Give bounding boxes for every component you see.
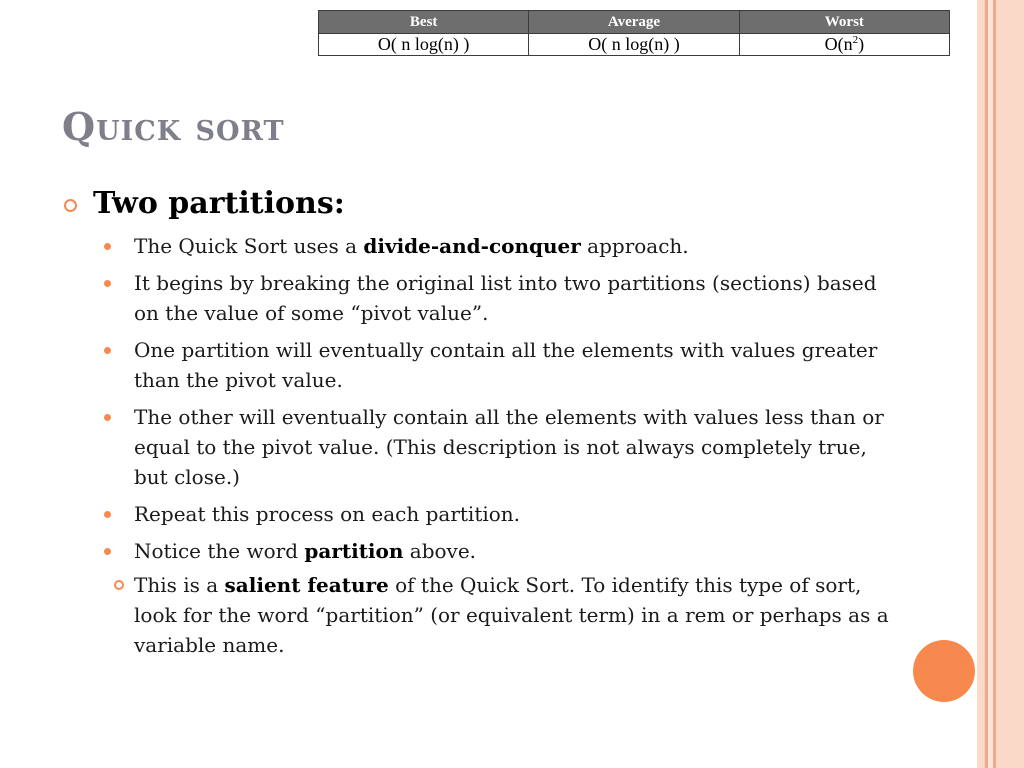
bullet-text: approach. bbox=[580, 234, 689, 258]
bullet-text: above. bbox=[403, 539, 477, 563]
bullet-bold: partition bbox=[304, 539, 404, 563]
bullet-text: One partition will eventually contain all the elements with values greater than the pivot value. bbox=[134, 338, 878, 392]
table-cell-best: O( n log(n) ) bbox=[319, 34, 529, 56]
dot-bullet-icon bbox=[104, 243, 111, 250]
table-row bbox=[319, 34, 950, 56]
list-item bbox=[104, 335, 894, 395]
table-header-worst: Worst bbox=[739, 11, 949, 34]
dot-bullet-icon bbox=[104, 347, 111, 354]
list-item bbox=[104, 402, 894, 492]
ring-bullet-icon bbox=[114, 580, 124, 590]
dot-bullet-icon bbox=[104, 280, 111, 287]
bullet-text: of the Quick Sort. To identify this type of sort, look for the word “partition” (or equivalent term) in a rem or perhaps as a variable name. bbox=[134, 573, 889, 657]
dot-bullet-icon bbox=[104, 414, 111, 421]
slide-title: Quick sort bbox=[62, 104, 285, 149]
list-item bbox=[104, 231, 894, 261]
decor-circle bbox=[913, 640, 975, 702]
bullet-text: Notice the word bbox=[134, 539, 305, 563]
bullet-list bbox=[104, 231, 894, 667]
ring-bullet-icon bbox=[64, 199, 77, 212]
bullet-text: Repeat this process on each partition. bbox=[134, 502, 521, 526]
complexity-table bbox=[318, 10, 950, 56]
nested-list bbox=[134, 570, 894, 660]
bullet-text: The other will eventually contain all the elements with values less than or equal to the pivot value. (This description is not always completely true, but close.) bbox=[134, 405, 884, 489]
heading-text: Two partitions: bbox=[93, 186, 345, 221]
list-item bbox=[104, 268, 894, 328]
nested-list-item bbox=[104, 570, 894, 660]
list-item bbox=[104, 499, 894, 529]
worst-base: O(n bbox=[824, 34, 853, 54]
table-cell-average: O( n log(n) ) bbox=[529, 34, 739, 56]
table-cell-worst bbox=[739, 34, 949, 56]
bullet-bold: salient feature bbox=[224, 573, 389, 597]
list-item bbox=[104, 536, 894, 660]
bullet-text: The Quick Sort uses a bbox=[134, 234, 364, 258]
bullet-bold: divide-and-conquer bbox=[363, 234, 581, 258]
worst-close: ) bbox=[858, 34, 865, 54]
bullet-text: This is a bbox=[134, 573, 225, 597]
decor-stripe bbox=[977, 0, 985, 768]
table-header-average: Average bbox=[529, 11, 739, 34]
dot-bullet-icon bbox=[104, 548, 111, 555]
bullet-text: It begins by breaking the original list into two partitions (sections) based on the value of some “pivot value”. bbox=[134, 271, 877, 325]
table-header-best: Best bbox=[319, 11, 529, 34]
dot-bullet-icon bbox=[104, 511, 111, 518]
decor-stripe bbox=[996, 0, 1024, 768]
table-header-row bbox=[319, 11, 950, 34]
worst-exponent: 2 bbox=[852, 34, 859, 46]
